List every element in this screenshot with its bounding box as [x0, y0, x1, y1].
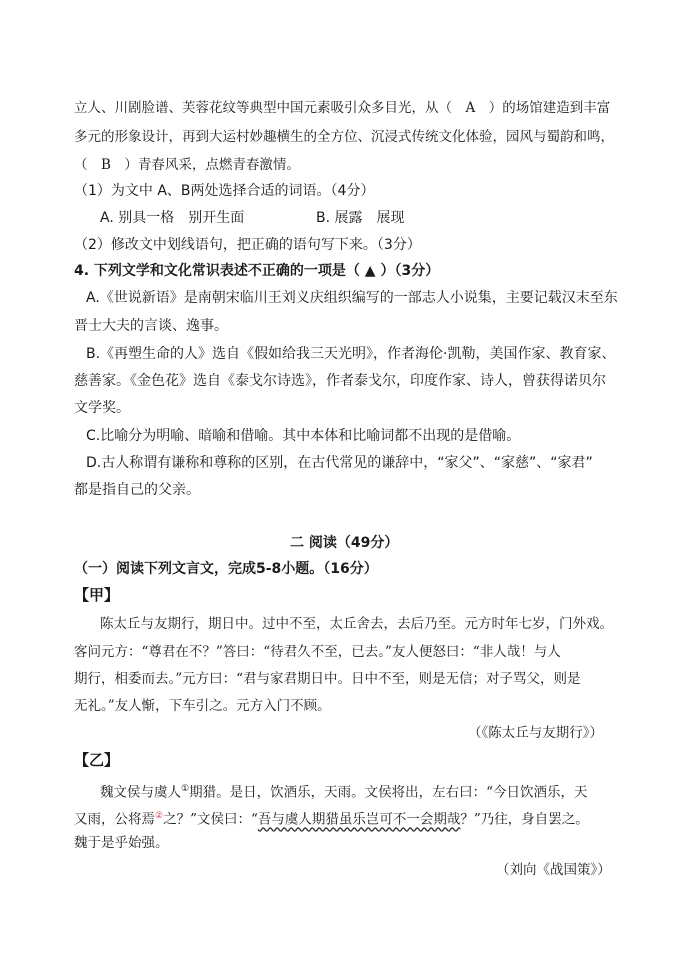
yi-line-1-start: 魏文侯与虞人 — [100, 784, 181, 801]
question-3-part-2: （2）修改文中划线语句，把正确的语句写下来。（3分） — [74, 237, 421, 253]
passage-jia-label: 【甲】 — [74, 586, 120, 604]
yi-line-1 — [100, 780, 587, 802]
yi-line-2-start: 又雨，公将焉 — [74, 811, 155, 828]
jia-source: （《陈太丘与友期行》） — [468, 725, 603, 741]
q4-option-d-line-2: 都是指自己的父亲。 — [74, 482, 200, 498]
yi-source: （刘向《战国策》） — [496, 862, 611, 878]
q4-option-b-line-1: B.《再塑生命的人》选自《假如给我三天光明》，作者海伦·凯勒，美国作家、教育家、 — [86, 346, 616, 362]
question-3-part-1: （1）为文中 A、B两处选择合适的词语。（4分） — [74, 183, 375, 199]
wavy-underlined-sentence: 吾与虞人期猎虽乐岂可不一会期哉 — [257, 811, 461, 828]
yi-line-2 — [74, 807, 589, 829]
passage-yi-label: 【乙】 — [74, 751, 120, 769]
q4-option-a-line-1: A.《世说新语》是南朝宋临川王刘义庆组织编写的一部志人小说集，主要记载汉末至东 — [86, 290, 618, 306]
passage-line-3: （ B ）青春风采，点燃青春激情。 — [74, 157, 300, 173]
jia-line-2: 客问元方：“尊君在不？”答曰：“待君久不至，已去。”友人便怒曰：“非人哉！与人 — [74, 644, 561, 660]
q4-option-a-line-2: 晋士大夫的言谈、逸事。 — [74, 318, 228, 334]
footnote-marker-2: ② — [155, 811, 164, 821]
question-4-stem: 4. 下列文学和文化常识表述不正确的一项是（ ▲ ）（3分） — [74, 263, 440, 279]
passage-line-1: 立人、川剧脸谱、芙蓉花纹等典型中国元素吸引众多目光，从（ A ）的场馆建造到丰富 — [74, 100, 611, 116]
q4-option-b-line-2: 慈善家。《金色花》选自《泰戈尔诗选》，作者泰戈尔，印度作家、诗人，曾获得诺贝尔 — [74, 373, 606, 389]
subsection-heading: （一）阅读下列文言文，完成5-8小题。（16分） — [74, 561, 378, 577]
section-heading: 二 阅读（49分） — [290, 535, 399, 551]
yi-line-1-end: 期猎。是日，饮酒乐，天雨。文侯将出，左右曰：“今日饮酒乐，天 — [189, 784, 588, 801]
q4-option-c: C.比喻分为明喻、暗喻和借喻。其中本体和比喻词都不出现的是借喻。 — [86, 428, 521, 444]
question-3-option-a: A. 别具一格 别开生面 — [100, 210, 245, 226]
footnote-marker-1: ① — [181, 784, 190, 794]
jia-line-1: 陈太丘与友期行，期日中。过中不至，太丘舍去，去后乃至。元方时年七岁，门外戏。 — [100, 616, 613, 632]
yi-line-3: 魏于是乎始强。 — [74, 835, 169, 851]
passage-line-2: 多元的形象设计，再到大运村妙趣横生的全方位、沉浸式传统文化体验，园风与蜀韵和鸣， — [74, 129, 614, 145]
question-3-option-b: B. 展露 展现 — [316, 210, 405, 226]
q4-option-d-line-1: D.古人称谓有谦称和尊称的区别，在古代常见的谦辞中，“家父”、“家慈”、“家君” — [86, 455, 593, 471]
q4-option-b-line-3: 文学奖。 — [74, 400, 130, 416]
jia-line-3: 期行，相委而去。”元方曰：“君与家君期日中。日中不至，则是无信；对子骂父，则是 — [74, 671, 581, 687]
yi-line-2-end: ？”乃往，身自罢之。 — [460, 811, 589, 828]
jia-line-4: 无礼。”友人惭，下车引之。元方入门不顾。 — [74, 698, 331, 714]
yi-line-2-mid: 之？”文侯曰：“ — [163, 811, 258, 828]
